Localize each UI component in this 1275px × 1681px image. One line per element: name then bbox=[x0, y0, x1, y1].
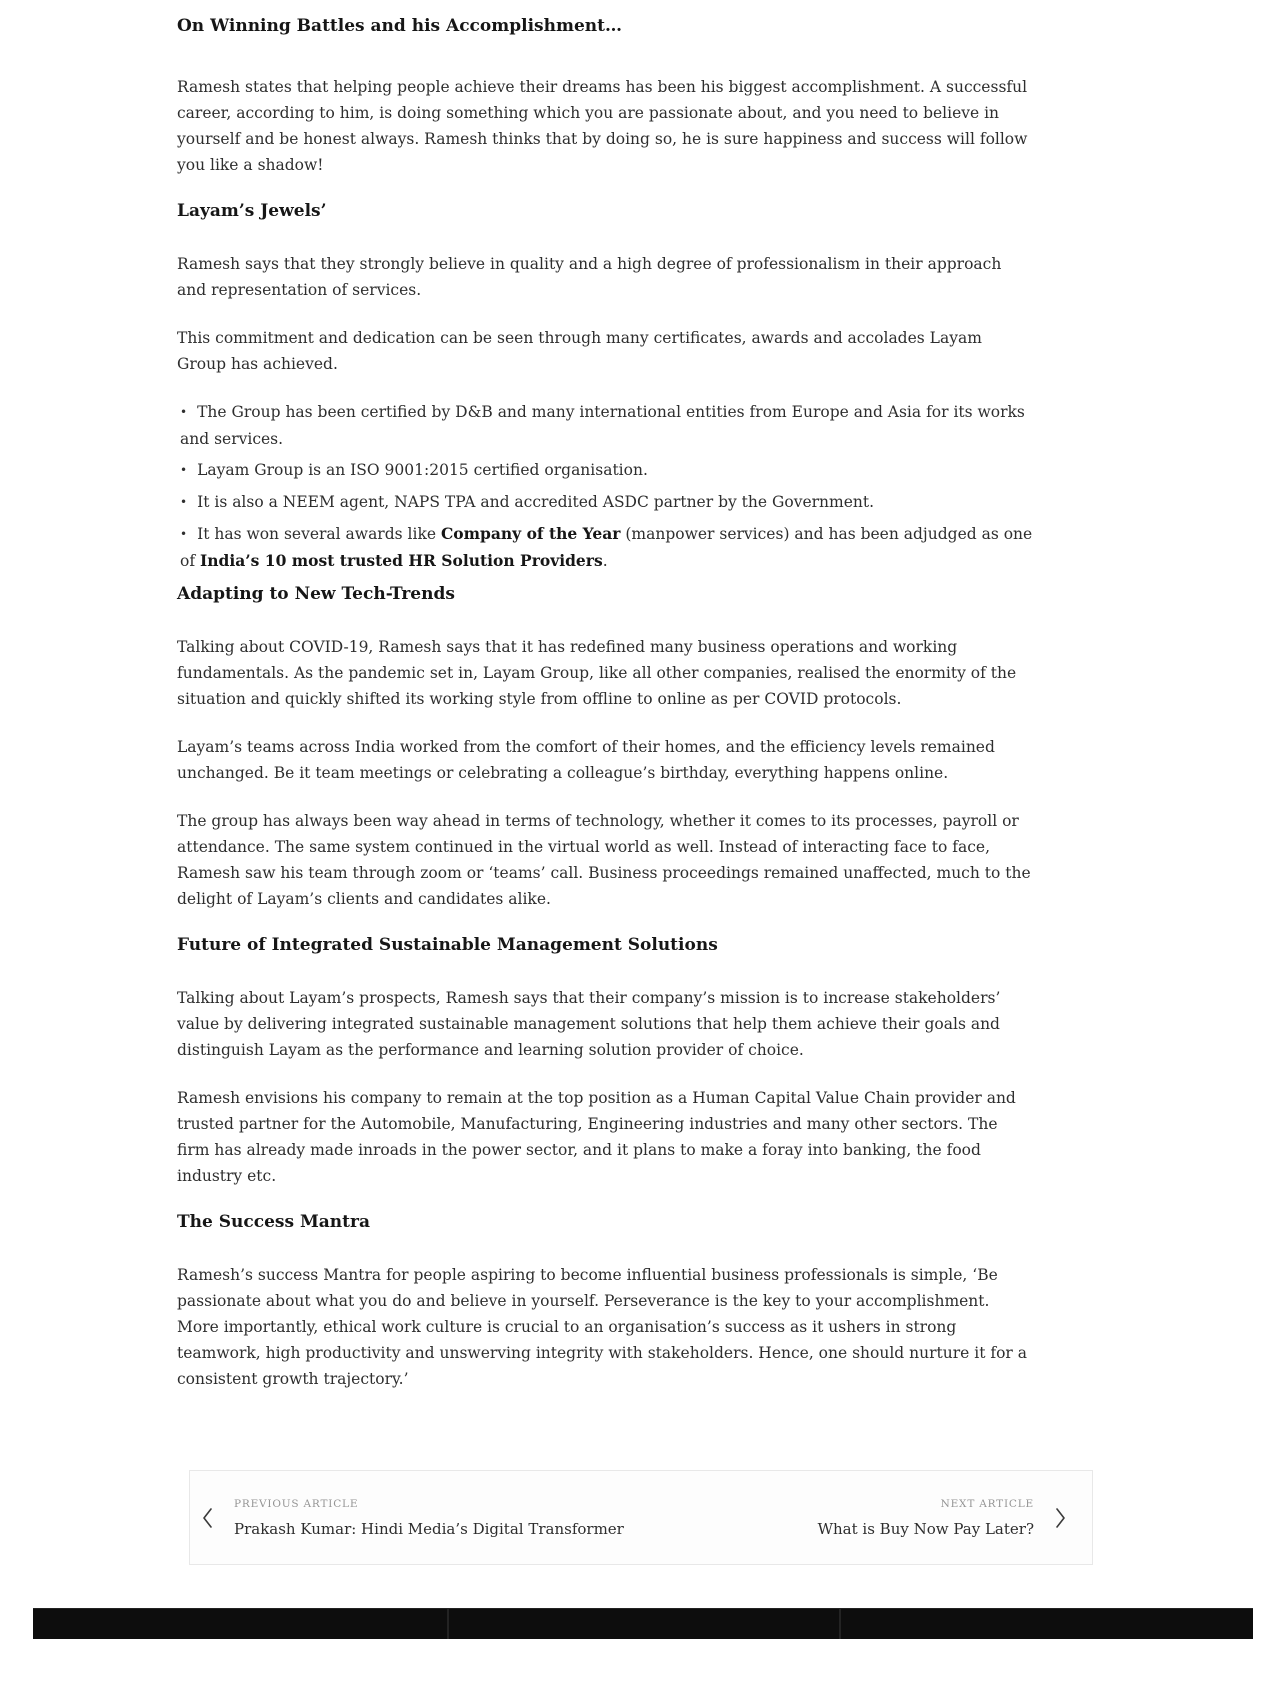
next-article-label: NEXT ARTICLE bbox=[940, 1497, 1034, 1510]
footer-segment bbox=[449, 1609, 839, 1639]
bullet-text-bold: Company of the Year bbox=[440, 524, 621, 543]
chevron-left-icon bbox=[202, 1507, 214, 1529]
section-heading-tech-trends: Adapting to New Tech-Trends bbox=[177, 584, 455, 604]
bullet-text: (manpower services) and has been adjudged as one of bbox=[180, 525, 1033, 570]
bullet-item bbox=[177, 457, 1033, 484]
paragraph-intro: Ramesh states that helping people achieve their dreams has been his biggest accomplishment. A successful career, according to him, is doing something which you are passionate about, and you need to believe in yourself and be honest always. Ramesh thinks that by doing so, he is sure happiness and success will follow you like a shadow! bbox=[177, 78, 1028, 174]
paragraph-jewels-1: Ramesh says that they strongly believe in quality and a high degree of professionalism in their approach and representation of services. bbox=[177, 255, 1002, 299]
paragraph-jewels-2: This commitment and dedication can be seen through many certificates, awards and accolades Layam Group has achieved. bbox=[177, 329, 982, 373]
bullet-item bbox=[177, 489, 1033, 516]
paragraph-future-2: Ramesh envisions his company to remain at the top position as a Human Capital Value Chain provider and trusted partner for the Automobile, Manufacturing, Engineering industries and many other sectors. The firm has already made inroads in the power sector, and it plans to make a foray into banking, the food industry etc. bbox=[177, 1089, 1016, 1185]
post-navigation-card bbox=[189, 1470, 1093, 1565]
previous-article-text bbox=[234, 1498, 624, 1538]
footer-segment bbox=[841, 1609, 1253, 1639]
bullet-text: . bbox=[602, 552, 608, 570]
paragraph-future-1: Talking about Layam’s prospects, Ramesh says that their company’s mission is to increase stakeholders’ value by delivering integrated sustainable management solutions that help them achieve their goals and distinguish Layam as the performance and learning solution provider of choice. bbox=[177, 989, 1001, 1059]
section-heading-accomplishment: On Winning Battles and his Accomplishment… bbox=[177, 16, 622, 36]
bullet-item bbox=[177, 521, 1033, 574]
paragraph-tech-3: The group has always been way ahead in terms of technology, whether it comes to its processes, payroll or attendance. The same system continued in the virtual world as well. Instead of interacting face to face, Ramesh saw his team through zoom or ‘teams’ call. Business proceedings remained unaffected, much to the delight of Layam’s clients and candidates alike. bbox=[177, 812, 1031, 908]
article-body bbox=[177, 16, 1033, 1392]
awards-bullet-list bbox=[177, 399, 1033, 574]
paragraph-tech-1: Talking about COVID-19, Ramesh says that it has redefined many business operations and working fundamentals. As the pandemic set in, Layam Group, like all other companies, realised the enormity of the situation and quickly shifted its working style from offline to online as per COVID protocols. bbox=[177, 638, 1017, 708]
bullet-text-bold: India’s 10 most trusted HR Solution Providers bbox=[200, 551, 603, 570]
bullet-icon: • bbox=[180, 495, 188, 509]
next-article-title[interactable]: What is Buy Now Pay Later? bbox=[817, 1519, 1034, 1538]
section-heading-jewels: Layam’s Jewels’ bbox=[177, 201, 327, 221]
section-heading-success-mantra: The Success Mantra bbox=[177, 1212, 370, 1232]
next-article-text bbox=[818, 1498, 1034, 1538]
previous-article-label: PREVIOUS ARTICLE bbox=[234, 1497, 359, 1510]
bullet-icon: • bbox=[180, 463, 188, 477]
previous-article-title[interactable]: Prakash Kumar: Hindi Media’s Digital Transformer bbox=[234, 1519, 624, 1538]
footer-segment bbox=[33, 1609, 447, 1639]
paragraph-tech-2: Layam’s teams across India worked from the comfort of their homes, and the efficiency levels remained unchanged. Be it team meetings or celebrating a colleague’s birthday, everything happens online. bbox=[177, 738, 995, 782]
article-page bbox=[0, 16, 1275, 1681]
bullet-text: The Group has been certified by D&B and many international entities from Europe and Asia for its works and services. bbox=[180, 403, 1025, 448]
bullet-item bbox=[177, 399, 1033, 452]
bullet-icon: • bbox=[180, 405, 188, 419]
footer-bar bbox=[33, 1608, 1253, 1639]
next-article-link[interactable] bbox=[818, 1498, 1066, 1538]
clipped-heading-container bbox=[177, 16, 1033, 38]
bullet-text: It has won several awards like bbox=[197, 525, 441, 543]
previous-article-link[interactable] bbox=[202, 1498, 624, 1538]
bullet-icon: • bbox=[180, 527, 188, 541]
chevron-right-icon bbox=[1054, 1507, 1066, 1529]
section-heading-future: Future of Integrated Sustainable Management Solutions bbox=[177, 935, 718, 955]
bullet-text: Layam Group is an ISO 9001:2015 certified organisation. bbox=[197, 461, 648, 479]
paragraph-mantra: Ramesh’s success Mantra for people aspiring to become influential business professionals is simple, ‘Be passionate about what you do and believe in yourself. Perseverance is the key to your accomplishment. More importantly, ethical work culture is crucial to an organisation’s success as it ushers in strong teamwork, high productivity and unswerving integrity with stakeholders. Hence, one should nurture it for a consistent growth trajectory.’ bbox=[177, 1266, 1028, 1388]
bullet-text: It is also a NEEM agent, NAPS TPA and accredited ASDC partner by the Government. bbox=[197, 493, 875, 511]
